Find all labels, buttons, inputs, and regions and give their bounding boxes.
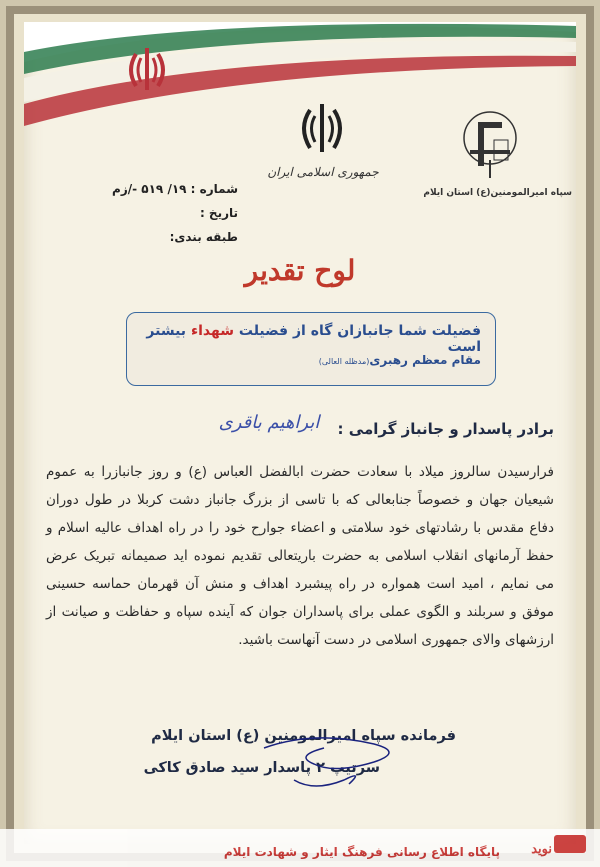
watermark-logo-text: نوید	[531, 842, 552, 857]
iran-emblem-icon	[122, 44, 172, 94]
greeting: برادر پاسدار و جانباز گرامی :	[337, 420, 554, 438]
date-label: تاریخ :	[199, 206, 238, 220]
number-label: شماره :	[190, 182, 238, 196]
watermark-logo-badge	[554, 835, 586, 853]
certificate-title: لوح تقدیر	[244, 254, 356, 287]
signature-name: سرتیپ ۲ پاسدار سید صادق کاکی	[143, 760, 380, 776]
handwritten-signature	[254, 734, 414, 794]
org-caption: سپاه امیرالمومنین(ع) استان ایلام	[423, 188, 572, 198]
quote-text	[141, 323, 481, 355]
irgc-logo-icon	[460, 104, 520, 186]
number-value: ۱۹/ ۵۱۹ -/زم	[112, 182, 187, 196]
quote-source	[319, 353, 481, 367]
quote-source-name: مقام معظم رهبری	[369, 353, 481, 367]
body-text: فرارسیدن سالروز میلاد با سعادت حضرت ابالفضل العباس (ع) و روز جانبازرا به عموم شیعیان جهان و خصوصاً جنابعالی که با تاسی از بزرگ جانباز دشت کربلا در طول دوران دفاع مقدس با رشادتهای خود سلامتی و اعضاء جوارح خود را در راه اهداف عالیه اسلام و حفظ آرمانهای انقلاب اسلامی به حضرت باریتعالی تقدیم نموده اید صمیمانه تبریک عرض می نمایم ، امید است همواره در راه پیشبرد اهداف و منش آن قهرمان حماسه حسینی موفق و سربلند و الگوی عملی برای پاسداران جوان که آینده سپاه و حفاظت و صیانت از ارزشهای والای جمهوری اسلامی در دست آنهاست باشید.	[46, 464, 554, 648]
iran-emblem-center-icon	[294, 100, 350, 156]
quote-source-suffix: (مدظله العالی)	[318, 357, 370, 366]
watermark-site-text: پایگاه اطلاع رسانی فرهنگ ایثار و شهادت ایلام	[223, 845, 500, 859]
quote-box	[126, 312, 496, 386]
quote-highlight: شهداء	[190, 323, 235, 339]
quote-text-before: فضیلت شما جانبازان گاه از فضیلت	[238, 323, 481, 339]
recipient-name: ابراهیم باقری	[218, 412, 320, 433]
quote-text-after: بیشتر است	[146, 323, 481, 355]
country-name: جمهوری اسلامی ایران	[267, 165, 379, 179]
classification-label: طبقه بندی:	[169, 230, 238, 244]
signature-title: فرمانده سپاه امیرالمومنین (ع) استان ایلام	[151, 728, 456, 744]
number-row	[112, 182, 238, 196]
watermark-bar	[0, 829, 600, 867]
certificate-paper	[24, 22, 576, 844]
